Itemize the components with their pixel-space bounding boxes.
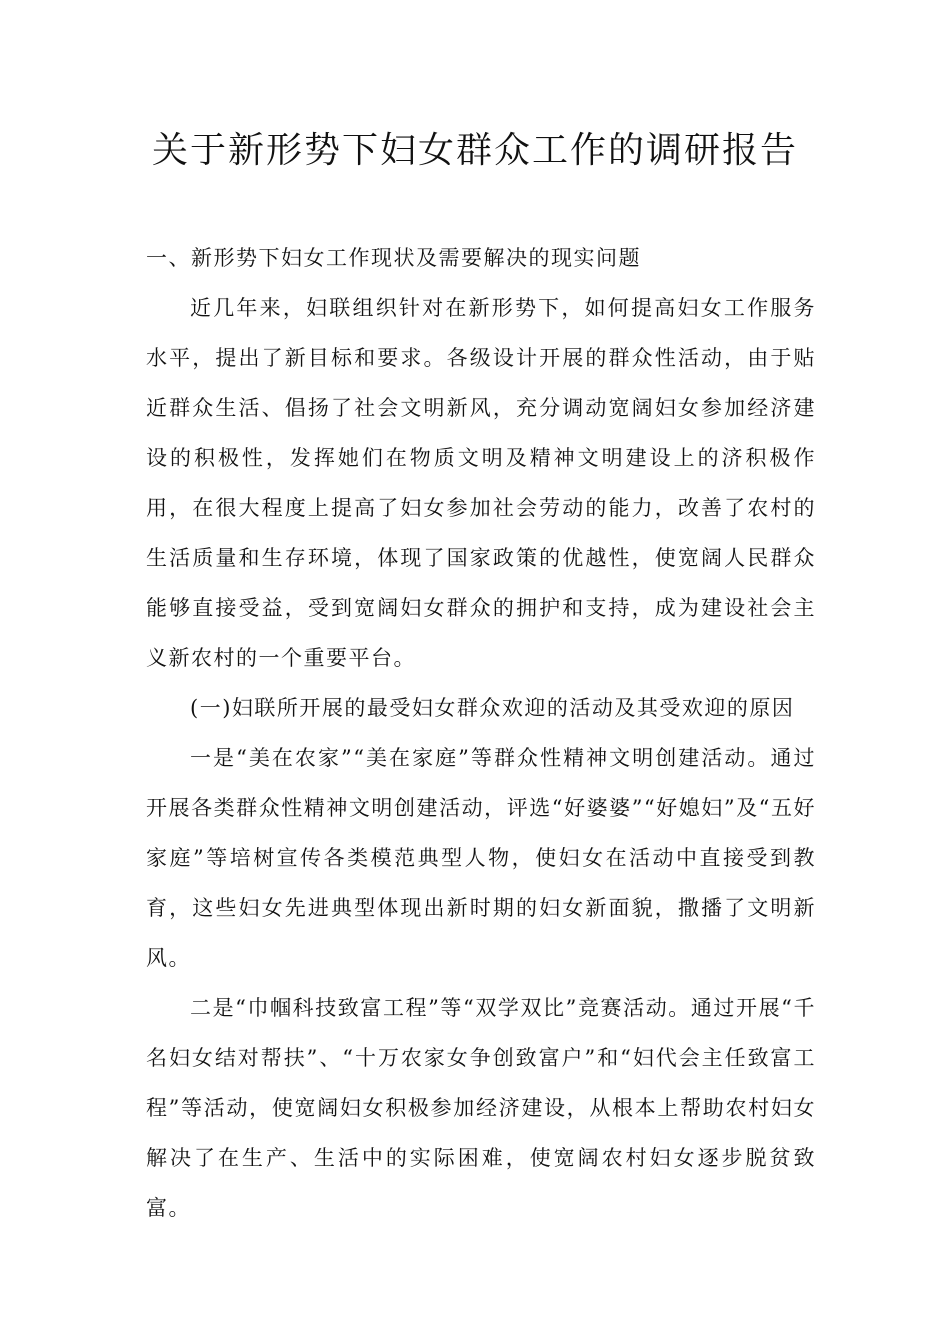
paragraph-intro: 近几年来，妇联组织针对在新形势下，如何提高妇女工作服务水平，提出了新目标和要求。各级设计开展的群众性活动，由于贴近群众生活、倡扬了社会文明新风，充分调动宽阔妇女参加经济建设的积极性，发挥她们在物质文明及精神文明建设上的济积极作用，在很大程度上提高了妇女参加社会劳动的能力，改善了农村的生活质量和生存环境，体现了国家政策的优越性，使宽阔人民群众能够直接受益，受到宽阔妇女群众的拥护和支持，成为建设社会主义新农村的一个重要平台。 [146,296,816,670]
document-title: 关于新形势下妇女群众工作的调研报告 [151,130,798,171]
document-body [146,233,816,1233]
paragraph-item-two: 二是“巾帼科技致富工程”等“双学双比”竞赛活动。通过开展“千名妇女结对帮扶”、“十万农家女争创致富户”和“妇代会主任致富工程”等活动，使宽阔妇女积极参加经济建设，从根本上帮助农村妇女解决了在生产、生活中的实际困难，使宽阔农村妇女逐步脱贫致富。 [146,996,816,1220]
subsection-heading: (一)妇联所开展的最受妇女群众欢迎的活动及其受欢迎的原因 [190,696,795,720]
paragraph-item-one: 一是“美在农家”“美在家庭”等群众性精神文明创建活动。通过开展各类群众性精神文明创建活动，评选“好婆婆”“好媳妇”及“五好家庭”等培树宣传各类模范典型人物，使妇女在活动中直接受到教育，这些妇女先进典型体现出新时期的妇女新面貌，撒播了文明新风。 [146,746,816,970]
section-heading: 一、新形势下妇女工作现状及需要解决的现实问题 [146,246,641,270]
